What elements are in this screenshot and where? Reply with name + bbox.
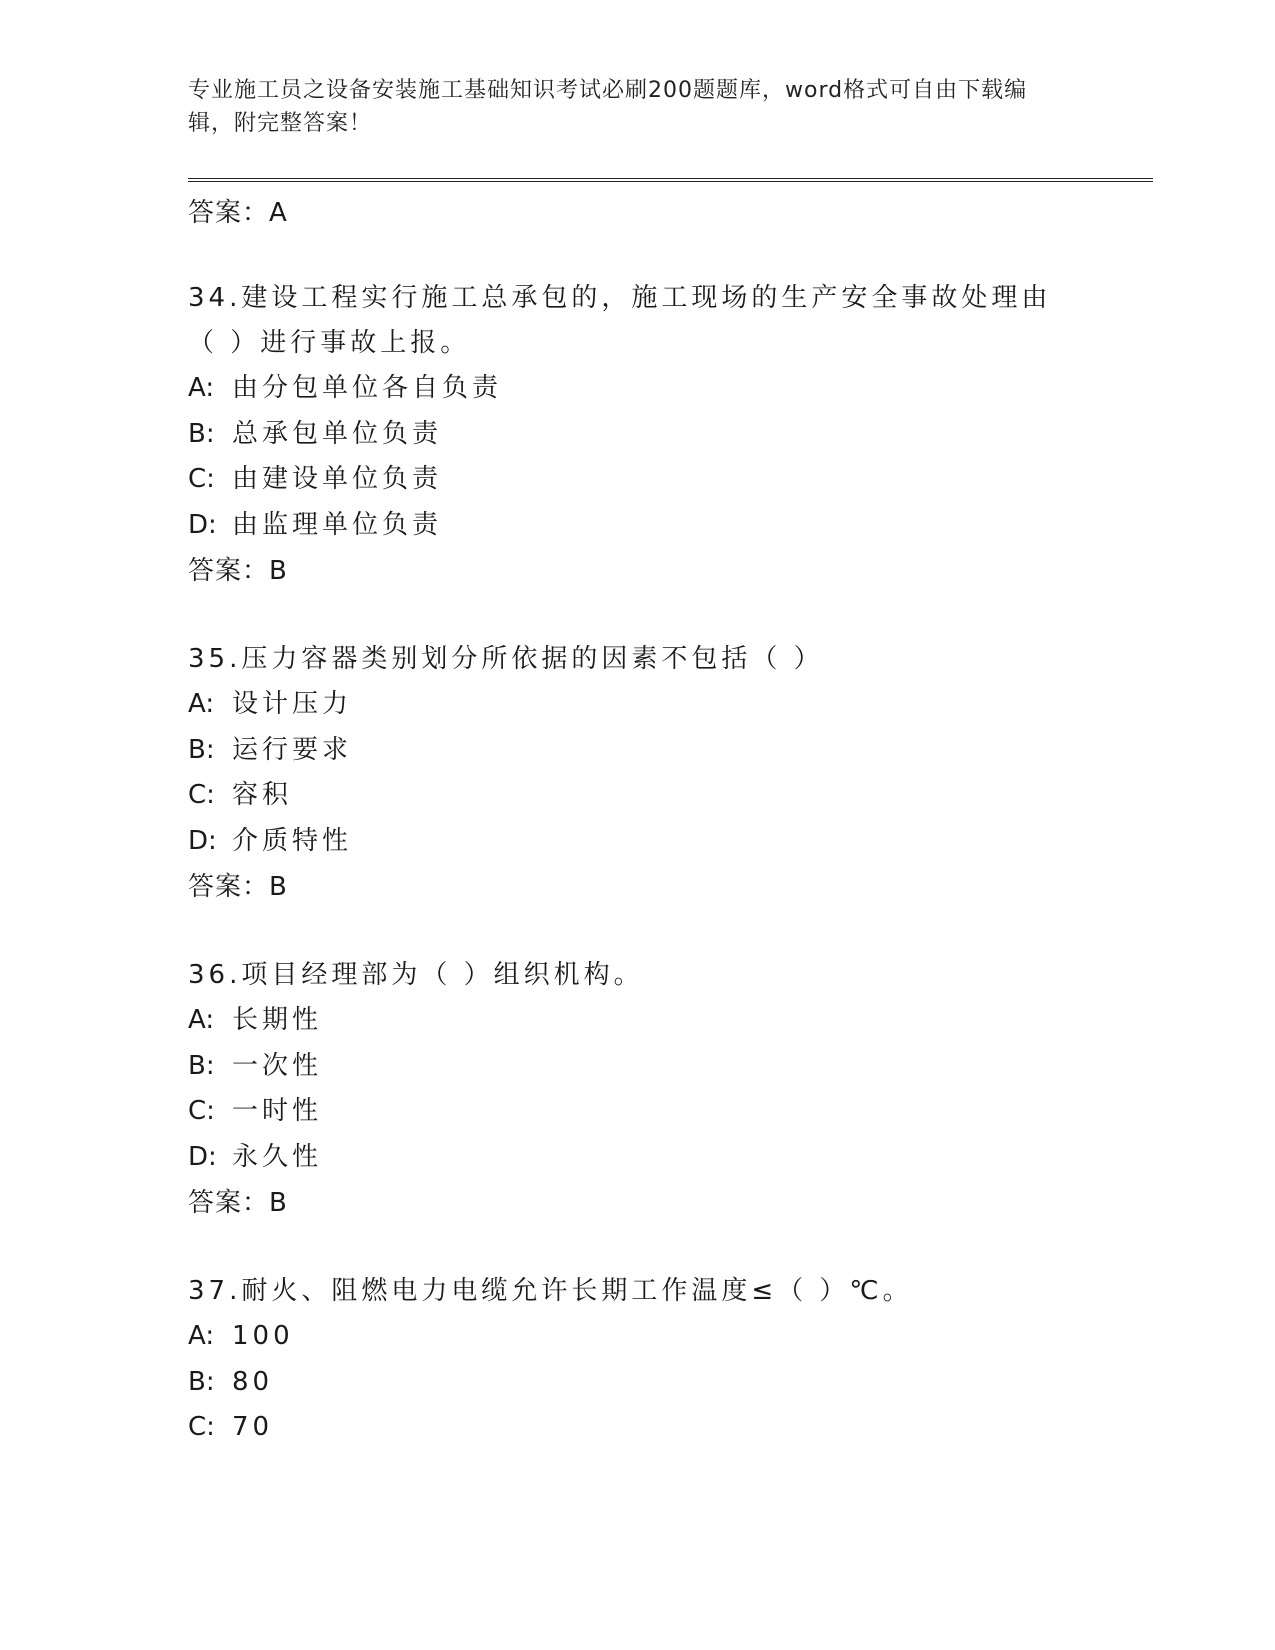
option-letter: A: — [188, 689, 215, 719]
option-b — [188, 1360, 1153, 1406]
option-text: 由分包单位各自负责 — [232, 373, 503, 403]
question-stem: 34.建设工程实行施工总承包的，施工现场的生产安全事故处理由（ ）进行事故上报。 — [188, 283, 1052, 358]
option-c — [188, 773, 1153, 819]
question-stem: 36.项目经理部为（ ）组织机构。 — [188, 960, 644, 990]
option-text: 由建设单位负责 — [232, 464, 443, 494]
question-34 — [188, 276, 1153, 594]
question-37 — [188, 1269, 1153, 1451]
option-c — [188, 1089, 1153, 1135]
option-text: 70 — [232, 1412, 274, 1442]
question-stem: 37.耐火、阻燃电力电缆允许长期工作温度≤（ ）℃。 — [188, 1276, 913, 1306]
option-text: 介质特性 — [232, 825, 353, 856]
option-text: 一次性 — [232, 1050, 323, 1081]
option-text: 永久性 — [232, 1141, 323, 1172]
option-letter: A: — [188, 1321, 215, 1351]
question-36 — [188, 953, 1153, 1226]
option-text: 设计压力 — [232, 689, 353, 719]
option-text: 总承包单位负责 — [232, 418, 443, 449]
answer-line: 答案：A — [188, 198, 288, 228]
question-stem: 35.压力容器类别划分所依据的因素不包括（ ） — [188, 644, 824, 674]
option-text: 80 — [232, 1366, 274, 1397]
header-divider — [188, 178, 1153, 182]
option-d — [188, 503, 1153, 549]
option-b — [188, 1044, 1153, 1090]
option-letter: B: — [188, 1366, 215, 1397]
option-text: 容积 — [232, 780, 293, 810]
option-d — [188, 819, 1153, 865]
option-a — [188, 366, 1153, 412]
option-a — [188, 682, 1153, 728]
option-text: 长期性 — [232, 1005, 323, 1035]
option-letter: D: — [188, 825, 217, 856]
option-a — [188, 1314, 1153, 1360]
option-c — [188, 1405, 1153, 1451]
option-letter: A: — [188, 373, 215, 403]
question-list — [188, 190, 1153, 1451]
option-d — [188, 1135, 1153, 1181]
option-letter: B: — [188, 1050, 215, 1081]
answer-line: 答案：B — [188, 1188, 288, 1218]
option-letter: C: — [188, 464, 215, 494]
option-text: 运行要求 — [232, 734, 353, 765]
option-letter: C: — [188, 1412, 215, 1442]
question-35 — [188, 637, 1153, 910]
option-letter: C: — [188, 1096, 215, 1126]
option-letter: B: — [188, 418, 215, 449]
option-letter: A: — [188, 1005, 215, 1035]
option-letter: D: — [188, 1141, 217, 1172]
option-text: 一时性 — [232, 1096, 323, 1126]
option-text: 由监理单位负责 — [232, 509, 443, 540]
option-b — [188, 412, 1153, 458]
option-text: 100 — [232, 1321, 294, 1351]
option-a — [188, 998, 1153, 1044]
document-header — [188, 74, 1068, 140]
option-letter: C: — [188, 780, 215, 810]
answer-line: 答案：B — [188, 872, 288, 902]
answer-line: 答案：B — [188, 556, 288, 586]
option-letter: D: — [188, 509, 217, 540]
option-letter: B: — [188, 734, 215, 765]
option-b — [188, 728, 1153, 774]
option-c — [188, 457, 1153, 503]
header-text: 专业施工员之设备安装施工基础知识考试必刷200题题库，word格式可自由下载编辑，附完整答案！ — [188, 78, 1028, 136]
